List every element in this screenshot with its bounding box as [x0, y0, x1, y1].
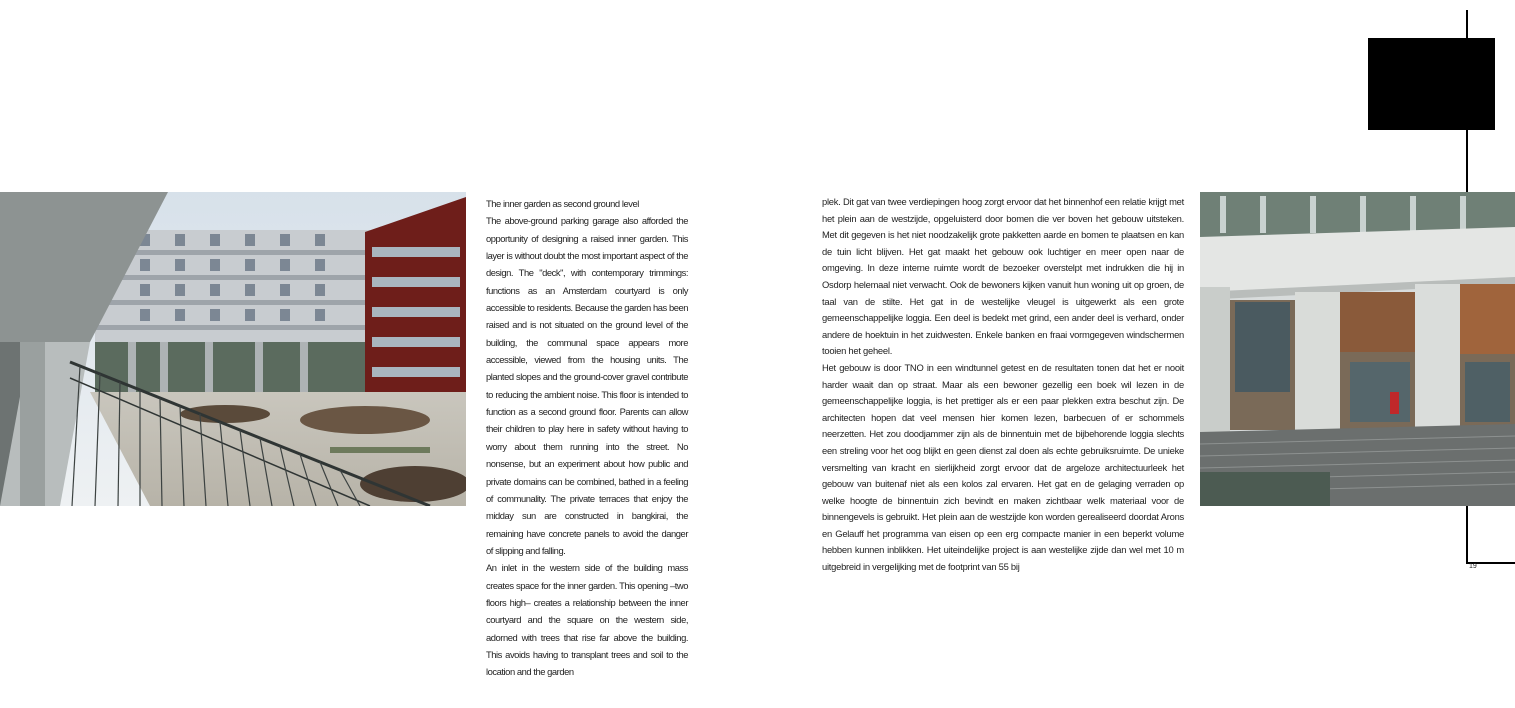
page-number: 19	[1469, 563, 1477, 570]
courtyard-photo	[0, 192, 466, 506]
dutch-paragraph-2: Het gebouw is door TNO in een windtunnel getest en de resultaten tonen dat het er nooit harder waait dan op straat. Maar als een bewoner gezellig een boek wil lezen in de gemeenschappelijke loggia, is het prettiger als er een paar plekken extra beschut zijn. De architecten hopen dat veel mensen hier komen lezen, barbecuen of er schommels neerzetten. Het zou doodjammer zijn als de binnentuin met de bijbehorende loggia slechts een streling voor het oog blijkt en geen dienst zal doen als echte gebruiksruimte. De unieke versmelting van kracht en sierlijkheid zorgt ervoor dat de argeloze architectuurleek het gebouw van buitenaf niet als een kolos zal ervaren. Het gat en de gelaging verraden op welke hoogte de binnentuin zich bevindt en maken zichtbaar welk materiaal voor de binnengevels is gebruikt. Het plein aan de westzijde kon worden gerealiseerd doordat Arons en Gelauff het programma van eisen op een erg compacte manier in een beperkt volume hebben kunnen inblikken. Het uiteindelijke project is aan westelijke zijde dan wel met 10 m uitgebreid in vergelijking met de footprint van 55 bij	[822, 361, 1184, 573]
vertical-rule-bottom	[1466, 506, 1468, 564]
section-heading: The inner garden as second ground level	[486, 198, 639, 209]
english-paragraph-1: The above-ground parking garage also afforded the opportunity of designing a raised inner garden. This layer is without doubt the most important aspect of the design. The "deck", with contemporary trimmings: functions as an Amsterdam courtyard is only accessible to residents. Because the garden has been raised and is not situated on the ground level of the building, the communal space appears more accessible, viewed from the housing units. The planted slopes and the ground-cover gravel contribute to reducing the ambient noise. This floor is intended to function as a second ground floor. Parents can allow their children to play here in safety without having to worry about them running into the street. No nonsense, but an experiment about how public and private domains can be combined, bathed in a feeling of communality. The private terraces that enjoy the midday sun are constructed in bangkirai, the remaining have concrete panels to avoid the danger of slipping and falling.	[486, 215, 688, 556]
courtyard-illustration	[0, 192, 466, 506]
dutch-paragraph-1: plek. Dit gat van twee verdiepingen hoog zorgt ervoor dat het binnenhof een relatie krijgt met het plein aan de westzijde, opgeluisterd door bomen die ver boven het gebouw uitsteken. Met dit gegeven is het niet noodzakelijk grote pakketten aarde en bomen te plaatsen en kan de tuin licht blijven. Het gat maakt het gebouw ook luchtiger en meer open naar de omgeving. In deze interne ruimte wordt de bezoeker overstelpt met indrukken die hij in Osdorp helemaal niet verwacht. Ook de bewoners kijken vanuit hun woning uit op groen, de taal van de stilte. Het gat in de westelijke vleugel is uitgewerkt als een grote gemeenschappelijke loggia. Een deel is bedekt met grind, een ander deel is verhard, onder andere de hoektuin in het zuidwesten. Enkele banken en fraai vormgegeven windschermen tooien het geheel.	[822, 196, 1184, 357]
dutch-text-column	[822, 194, 1184, 576]
vertical-rule-top	[1466, 10, 1468, 192]
english-text-column	[486, 195, 688, 681]
black-marker-block	[1368, 38, 1495, 130]
english-paragraph-2: An inlet in the western side of the building mass creates space for the inner garden. This opening –two floors high– creates a relationship between the inner courtyard and the square on the western side, adorned with trees that rise far above the building. This avoids having to transplant trees and soil to the location and the garden	[486, 562, 688, 678]
facade-illustration	[1200, 192, 1515, 506]
facade-photo	[1200, 192, 1515, 506]
